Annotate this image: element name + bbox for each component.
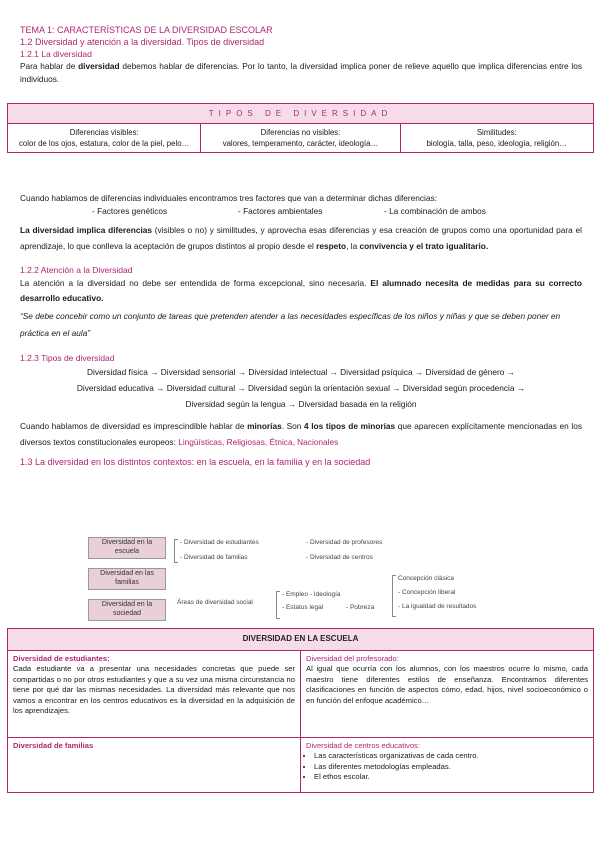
school-diversity-table xyxy=(7,628,594,793)
box-family: Diversidad en las familias xyxy=(88,568,166,590)
quote-paragraph: “Se debe concebir como un conjunto de tareas que pretenden atender a las necesidades específicas de los niños y niñas y que se deben poner en práctica en el aula” xyxy=(20,311,561,338)
bracket-conceptions xyxy=(392,575,396,617)
factor-genetic: - Factores genéticos xyxy=(92,206,168,216)
conception-liberal: - Concepción liberal xyxy=(398,589,456,596)
visible-differences-cell: Diferencias visibles: color de los ojos, estatura, color de la piel, pelo… xyxy=(8,124,201,153)
factor-environment: - Factores ambientales xyxy=(238,206,323,216)
item-families: - Diversidad de familias xyxy=(180,554,248,561)
item-students: - Diversidad de estudiantes xyxy=(180,539,259,546)
section-1-3-heading: 1.3 La diversidad en los distintos contextos: en la escuela, en la familia y en la sociedad xyxy=(20,457,371,467)
minorias-paragraph: Cuando hablamos de diversidad es imprescindible hablar de minorías. Son 4 los tipos de minorías que aparecen explícitamente mencionadas en los diversos textos constitucionales europeos: Lingüísticas, Religiosas, Étnica, Nacionales xyxy=(20,421,582,447)
item-centers: - Diversidad de centros xyxy=(306,554,373,561)
bracket-school xyxy=(174,539,178,563)
teachers-cell: Diversidad del profesorado: Al igual que ocurría con los alumnos, con los maestros ocurre lo mismo, cada maestro tiene diferentes estilos de enseñanza. Encontramos diferentes clasificaciones en función de aspectos cómo, edad, hijos, nivel socioeconómico o en función del enfoque académico… xyxy=(301,650,594,737)
section-1-2-2-heading: 1.2.2 Atención a la Diversidad xyxy=(20,265,133,275)
conception-equality: - La igualdad de resultados xyxy=(398,603,477,610)
box-society: Diversidad en la sociedad xyxy=(88,599,166,621)
section-1-2-heading: 1.2 Diversidad y atención a la diversidad. Tipos de diversidad xyxy=(20,37,265,47)
area-employment: - Empleo - Ideología xyxy=(282,591,341,598)
factors-list xyxy=(20,205,582,217)
diversity-chain: Diversidad física → Diversidad sensorial → Diversidad intelectual → Diversidad psíquica → Diversidad de género → Diversidad educativa → Diversidad cultural → Diversidad según la orientación sexual → Diversidad según procedencia → Diversidad según la lengua → Diversidad basada en la religión xyxy=(76,367,526,409)
centers-item: • Las diferentes metodologías empleadas. xyxy=(314,762,588,773)
types-table-header: TIPOS DE DIVERSIDAD xyxy=(8,104,594,124)
bracket-areas xyxy=(276,591,280,619)
centers-list xyxy=(306,751,588,783)
section-1-2-3-heading: 1.2.3 Tipos de diversidad xyxy=(20,353,115,363)
intro-paragraph: Para hablar de diversidad debemos hablar de diferencias. Por lo tanto, la diversidad implica poner de relieve aquello que implica diferencias entre los individuos. xyxy=(20,61,582,84)
school-table-header: DIVERSIDAD EN LA ESCUELA xyxy=(8,629,594,651)
similarities-cell: Similitudes: biología, talla, peso, ideología, religión… xyxy=(400,124,593,153)
area-legal-status: - Estatus legal xyxy=(282,604,324,611)
doc-title: TEMA 1: CARACTERÍSTICAS DE LA DIVERSIDAD ESCOLAR xyxy=(20,25,273,35)
section-1-2-1-heading: 1.2.1 La diversidad xyxy=(20,49,92,59)
implica-paragraph: La diversidad implica diferencias (visibles o no) y similitudes, y aprovecha esas diferencias y esa creación de grupos como una oportunidad para el aprendizaje, lo que conlleva la aceptación de grupos distintos al propio desde el respeto, la convivencia y el trato igualitario. xyxy=(20,225,582,251)
area-poverty: - Pobreza xyxy=(346,604,375,611)
conception-classic: Concepción clásica xyxy=(398,575,455,582)
families-cell: Diversidad de familias xyxy=(8,737,301,792)
factor-combination: - La combinación de ambos xyxy=(384,206,486,216)
non-visible-differences-cell: Diferencias no visibles: valores, temperamento, carácter, ideología… xyxy=(201,124,400,153)
box-school: Diversidad en la escuela xyxy=(88,537,166,559)
students-cell: Diversidad de estudiantes: Cada estudiante va a presentar una necesidades concretas que puede ser compartidas o no por otros estudiantes y que a su vez una misma circunstancia no tiene por qué dar las mismas necesidades. La diversidad más relevante que nos vamos a encontrar en los centros educativos es la diversidad en la adquisición de los aprendizajes. xyxy=(8,650,301,737)
centers-item: • Las características organizativas de cada centro. xyxy=(314,751,588,762)
centers-item: • El ethos escolar. xyxy=(314,772,588,783)
types-of-diversity-table xyxy=(7,103,594,153)
item-teachers: - Diversidad de profesores xyxy=(306,539,383,546)
factors-intro: Cuando hablamos de diferencias individuales encontramos tres factores que van a determinar dichas diferencias: xyxy=(20,193,437,203)
centers-cell: Diversidad de centros educativos: • Las características organizativas de cada centro. • Las diferentes metodologías empleadas. • El ethos escolar. xyxy=(301,737,594,792)
atencion-paragraph: La atención a la diversidad no debe ser entendida de forma excepcional, sino necesaria. El alumnado necesita de medidas para su correcto desarrollo educativo. xyxy=(20,278,583,303)
contexts-diagram xyxy=(88,537,477,621)
social-areas-label: Áreas de diversidad social xyxy=(177,599,253,606)
document-page xyxy=(20,24,582,86)
